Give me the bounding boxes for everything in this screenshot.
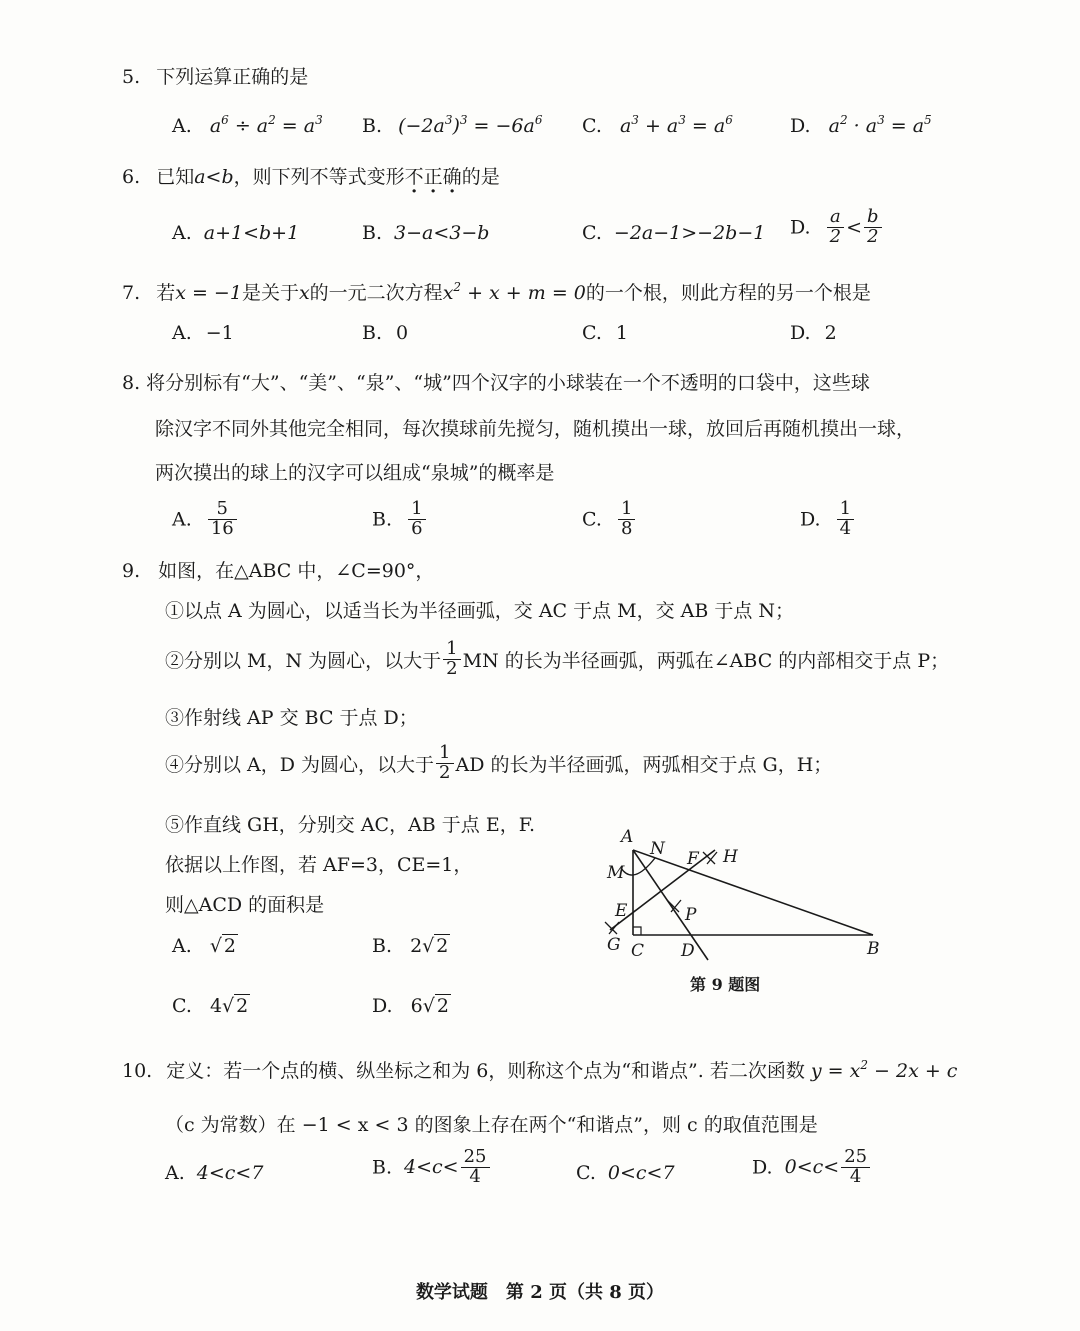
q10-option-c: C. 0<c<7 [576,1162,675,1184]
segment-ab [633,850,873,935]
q6-option-a: A. a+1<b+1 [172,222,300,244]
q9-ask: 则△ACD 的面积是 [165,894,325,916]
label-h: H [723,847,738,867]
q6-option-b: B. 3−a<3−b [362,222,490,244]
q6-option-c: C. −2a−1>−2b−1 [582,222,766,244]
q5-stem [122,62,308,89]
q9-step-5: ⑤作直线 GH，分别交 AC，AB 于点 E，F. [165,814,535,836]
q10-function: $y = x^2 - 2x + c$ [810,1058,958,1082]
q6-option-d: D. $\frac{a}{2}$ < $\frac{b}{2}$ [790,208,884,247]
label-g: G [607,935,621,955]
label-d: D [681,941,695,961]
q7-option-c: C. 1 [582,322,628,344]
page-footer: 数学试题 第 2 页（共 8 页） [415,1282,665,1303]
q8-line-1: 8. 将分别标有“大”、“美”、“泉”、“城”四个汉字的小球装在一个不透明的口袋中，这些球 [122,372,870,394]
q9-step-4: ④分别以 A，D 为圆心，以大于 $\frac{1}{2}$ AD 的长为半径画弧，两弧相交于点 G，H； [165,742,833,783]
figure-caption: 第 9 题图 [690,975,761,994]
arc-mn [621,858,655,875]
q8-option-d: D. $\frac{1}{4}$ [800,500,856,539]
q9-figure [595,820,895,1000]
q8-option-b: B. $\frac{1}{6}$ [372,500,428,539]
q8-option-c: C. $\frac{1}{8}$ [582,500,637,539]
q10-line-2: （c 为常数）在 −1 < x < 3 的图象上存在两个“和谐点”，则 c 的取值范围是 [165,1114,818,1136]
label-p: P [685,905,697,925]
label-n: N [650,839,665,859]
q9-option-c: C. 4√ 2 [172,995,249,1017]
q10-option-b: B. 4<c< $\frac{25}{4}$ [372,1148,492,1187]
label-m: M [607,863,625,883]
q6-stem: 6. 已知a<b，则下列不等式变形不正确的是 [122,166,500,188]
right-angle-marker [633,927,641,935]
label-e: E [615,901,628,921]
q8-option-a: A. $\frac{5}{16}$ [172,500,239,539]
q9-option-d: D. 6√ 2 [372,995,449,1017]
q9-step-3: ③作射线 AP 交 BC 于点 D； [165,707,418,729]
q9-figure-svg [595,820,895,1000]
label-b: B [867,939,880,959]
label-a: A [621,827,634,847]
q10-option-a: A. 4<c<7 [165,1162,264,1184]
label-f: F [687,849,699,869]
q5-option-b: B. $(-2a^3)^3 = -6a^6$ [362,113,543,137]
label-c: C [631,941,645,961]
q6-emphasis-3: 确 [442,166,462,188]
q5-option-d: D. $a^2 \cdot a^3 = a^5$ [790,113,932,137]
q10-option-d: D. 0<c< $\frac{25}{4}$ [752,1148,872,1187]
q9-intro: 9. 如图，在△ABC 中，∠C=90°， [122,560,435,582]
q8-line-2: 除汉字不同外其他完全相同，每次摸球前先搅匀，随机摸出一球，放回后再随机摸出一球， [155,418,916,440]
q9-given: 依据以上作图，若 AF=3，CE=1， [165,854,473,876]
q10-line-1: 10. 定义：若一个点的横、纵坐标之和为 6，则称这个点为“和谐点”. 若二次函数 $y = x^2 - 2x + c$ [122,1058,958,1082]
q5-option-a: A. $a^6 \div a^2 = a^3$ [172,113,323,137]
q5-option-c: C. $a^3 + a^3 = a^6$ [582,113,733,137]
q5-text: 下列运算正确的是 [156,66,309,88]
q9-step-1: ①以点 A 为圆心，以适当长为半径画弧，交 AC 于点 M，交 AB 于点 N； [165,600,795,622]
q9-option-a: A. √ 2 [172,935,237,957]
q6-emphasis-2: 正 [423,166,443,188]
q7-option-b: B. 0 [362,322,409,344]
q7-stem: 7. 若x = −1是关于x的一元二次方程$x^2 + x + m = 0$的一个根，则此方程的另一个根是 [122,280,871,304]
q5-number: 5. [122,66,141,88]
q7-option-a: A. −1 [172,322,234,344]
q9-option-b: B. 2√ 2 [372,935,449,957]
q6-emphasis-1: 不 [404,166,424,188]
q8-line-3: 两次摸出的球上的汉字可以组成“泉城”的概率是 [155,462,555,484]
q9-step-2: ②分别以 M，N 为圆心，以大于 $\frac{1}{2}$ MN 的长为半径画弧，两弧在∠ABC 的内部相交于点 P； [165,638,950,679]
q7-option-d: D. 2 [790,322,837,344]
